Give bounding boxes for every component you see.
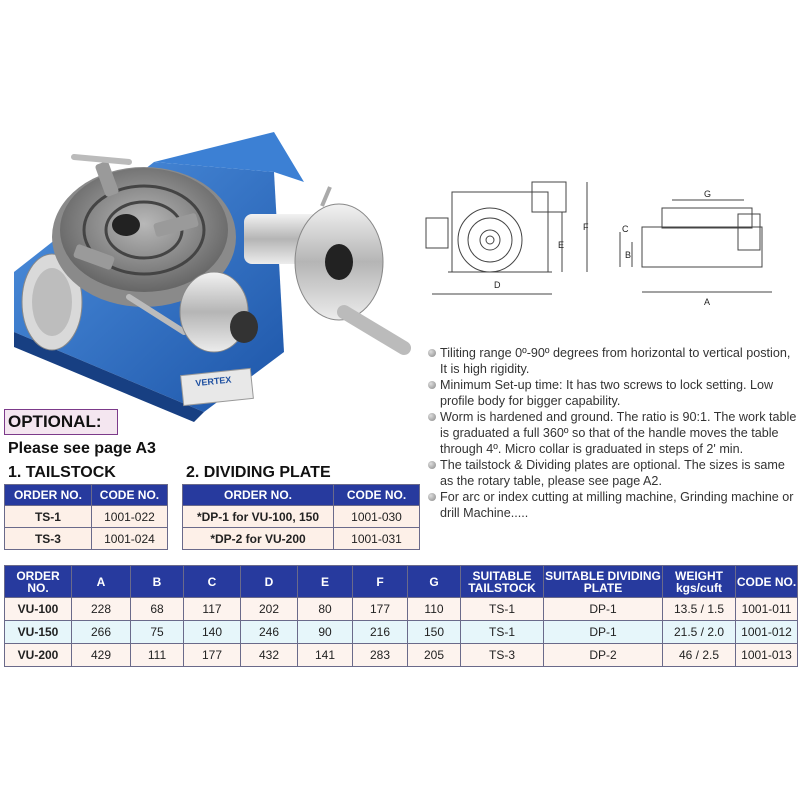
code-no-cell: 1001-013 xyxy=(736,644,798,667)
table-cell: 177 xyxy=(353,598,408,621)
table-cell: 46 / 2.5 xyxy=(663,644,736,667)
column-header: CODE NO. xyxy=(334,485,420,506)
column-header: WEIGHT kgs/cuft xyxy=(663,566,736,598)
table-row xyxy=(5,621,798,644)
table-cell: 202 xyxy=(241,598,298,621)
column-header: CODE NO. xyxy=(91,485,167,506)
order-no-cell: TS-3 xyxy=(5,528,92,550)
table-cell: 90 xyxy=(298,621,353,644)
dividing-plate-heading: 2. DIVIDING PLATE xyxy=(186,464,331,481)
optional-heading: OPTIONAL: xyxy=(8,412,102,431)
table-cell: 13.5 / 1.5 xyxy=(663,598,736,621)
table-cell: 216 xyxy=(353,621,408,644)
table-row xyxy=(183,506,420,528)
dim-label-a: A xyxy=(704,297,711,307)
table-cell: 80 xyxy=(298,598,353,621)
table-cell: DP-2 xyxy=(544,644,663,667)
code-no-cell: 1001-012 xyxy=(736,621,798,644)
order-no-cell: *DP-2 for VU-200 xyxy=(183,528,334,550)
column-header: CODE NO. xyxy=(736,566,798,598)
order-no-cell: TS-1 xyxy=(5,506,92,528)
column-header: ORDER NO. xyxy=(5,485,92,506)
dim-label-g: G xyxy=(704,189,712,199)
column-header: B xyxy=(131,566,184,598)
table-row xyxy=(5,644,798,667)
table-header-row xyxy=(5,566,798,598)
order-no-cell: *DP-1 for VU-100, 150 xyxy=(183,506,334,528)
tailstock-heading: 1. TAILSTOCK xyxy=(8,464,116,481)
column-header: D xyxy=(241,566,298,598)
product-photo xyxy=(4,122,416,422)
table-cell: 140 xyxy=(184,621,241,644)
feature-item: Tiliting range 0º-90º degrees from horizontal to vertical postion, It is high rigidity. xyxy=(424,345,800,377)
table-cell: 246 xyxy=(241,621,298,644)
see-page-note: Please see page A3 xyxy=(8,440,156,457)
dim-label-b: B xyxy=(625,250,632,260)
table-cell: 177 xyxy=(184,644,241,667)
column-header: A xyxy=(72,566,131,598)
dim-label-f: F xyxy=(583,222,589,232)
table-row xyxy=(5,506,168,528)
dim-label-e: E xyxy=(558,240,565,250)
table-row xyxy=(5,528,168,550)
brand-logo: VERTEX xyxy=(194,374,232,389)
column-header: SUITABLE DIVIDING PLATE xyxy=(544,566,663,598)
code-no-cell: 1001-031 xyxy=(334,528,420,550)
table-cell: TS-3 xyxy=(461,644,544,667)
table-cell: 266 xyxy=(72,621,131,644)
table-cell: 111 xyxy=(131,644,184,667)
table-cell: 205 xyxy=(408,644,461,667)
dim-label-c: C xyxy=(622,224,629,234)
table-cell: 75 xyxy=(131,621,184,644)
code-no-cell: 1001-030 xyxy=(334,506,420,528)
dividing-plate-table xyxy=(182,484,420,550)
feature-item: Worm is hardened and ground. The ratio is 90:1. The work table is graduated a full 360º so that of the handle moves the table through 4º. Micro collar is graduated in steps of 2' min. xyxy=(424,409,800,457)
table-cell: DP-1 xyxy=(544,598,663,621)
table-cell: 110 xyxy=(408,598,461,621)
column-header: E xyxy=(298,566,353,598)
table-cell: 228 xyxy=(72,598,131,621)
table-cell: 68 xyxy=(131,598,184,621)
feature-item: The tailstock & Dividing plates are optional. The sizes is same as the rotary table, please see page A2. xyxy=(424,457,800,489)
table-cell: 141 xyxy=(298,644,353,667)
dim-label-d: D xyxy=(494,280,501,290)
table-cell: 283 xyxy=(353,644,408,667)
feature-list xyxy=(424,345,800,521)
table-cell: 432 xyxy=(241,644,298,667)
table-row xyxy=(183,528,420,550)
table-cell: 21.5 / 2.0 xyxy=(663,621,736,644)
table-cell: 150 xyxy=(408,621,461,644)
table-cell: 117 xyxy=(184,598,241,621)
column-header: F xyxy=(353,566,408,598)
column-header: ORDER NO. xyxy=(5,566,72,598)
code-no-cell: 1001-011 xyxy=(736,598,798,621)
order-no-cell: VU-100 xyxy=(5,598,72,621)
feature-item: Minimum Set-up time: It has two screws to lock setting. Low profile body for bigger capability. xyxy=(424,377,800,409)
table-row xyxy=(5,598,798,621)
table-cell: TS-1 xyxy=(461,598,544,621)
table-header-row xyxy=(5,485,168,506)
column-header: G xyxy=(408,566,461,598)
order-no-cell: VU-200 xyxy=(5,644,72,667)
table-header-row xyxy=(183,485,420,506)
table-cell: 429 xyxy=(72,644,131,667)
column-header: SUITABLE TAILSTOCK xyxy=(461,566,544,598)
technical-drawing xyxy=(412,172,800,312)
table-cell: DP-1 xyxy=(544,621,663,644)
table-cell: TS-1 xyxy=(461,621,544,644)
code-no-cell: 1001-022 xyxy=(91,506,167,528)
tailstock-table xyxy=(4,484,168,550)
column-header: C xyxy=(184,566,241,598)
spec-table xyxy=(4,565,798,667)
code-no-cell: 1001-024 xyxy=(91,528,167,550)
feature-item: For arc or index cutting at milling machine, Grinding machine or drill Machine..... xyxy=(424,489,800,521)
column-header: ORDER NO. xyxy=(183,485,334,506)
order-no-cell: VU-150 xyxy=(5,621,72,644)
